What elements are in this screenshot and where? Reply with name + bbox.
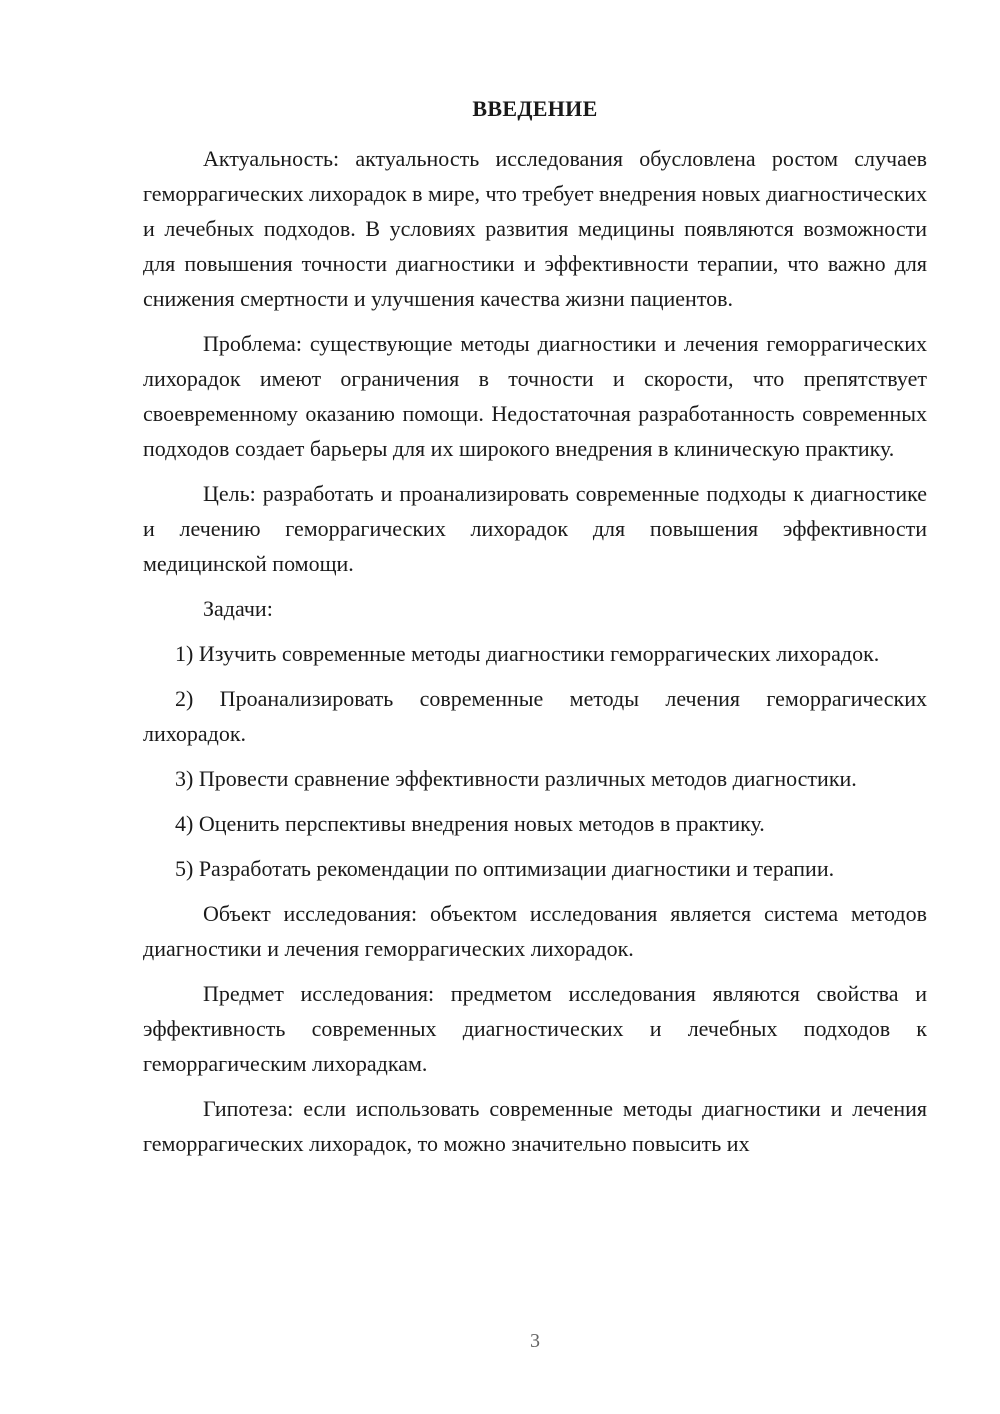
body-text — [143, 141, 927, 1171]
task-item-5: 5) Разработать рекомендации по оптимизации диагностики и терапии. — [175, 856, 835, 881]
task-item-2: 2) Проанализировать современные методы лечения геморрагических лихорадок. — [143, 686, 927, 746]
task-item-1: 1) Изучить современные методы диагностики геморрагических лихорадок. — [175, 641, 880, 666]
paragraph-problem: Проблема: существующие методы диагностики и лечения геморрагических лихорадок имеют ограничения в точности и скорости, что препятствует своевременному оказанию помощи. Недостаточная разработанность современных подходов создает барьеры для их широкого внедрения в клиническую практику. — [143, 331, 927, 461]
task-item-4: 4) Оценить перспективы внедрения новых методов в практику. — [175, 811, 765, 836]
paragraph-subject: Предмет исследования: предметом исследования являются свойства и эффективность современных диагностических и лечебных подходов к геморрагическим лихорадкам. — [143, 981, 927, 1076]
task-item-3: 3) Провести сравнение эффективности различных методов диагностики. — [175, 766, 857, 791]
page-title: ВВЕДЕНИЕ — [472, 96, 598, 121]
paragraph-hypothesis: Гипотеза: если использовать современные методы диагностики и лечения геморрагических лихорадок, то можно значительно повысить их — [143, 1096, 927, 1156]
page-number: 3 — [530, 1330, 540, 1352]
paragraph-object: Объект исследования: объектом исследования является система методов диагностики и лечения геморрагических лихорадок. — [143, 901, 927, 961]
paragraph-goal: Цель: разработать и проанализировать современные подходы к диагностике и лечению геморрагических лихорадок для повышения эффективности медицинской помощи. — [143, 481, 927, 576]
tasks-heading: Задачи: — [203, 596, 273, 621]
paragraph-relevance: Актуальность: актуальность исследования обусловлена ростом случаев геморрагических лихорадок в мире, что требует внедрения новых диагностических и лечебных подходов. В условиях развития медицины появляются возможности для повышения точности диагностики и эффективности терапии, что важно для снижения смертности и улучшения качества жизни пациентов. — [143, 146, 928, 311]
